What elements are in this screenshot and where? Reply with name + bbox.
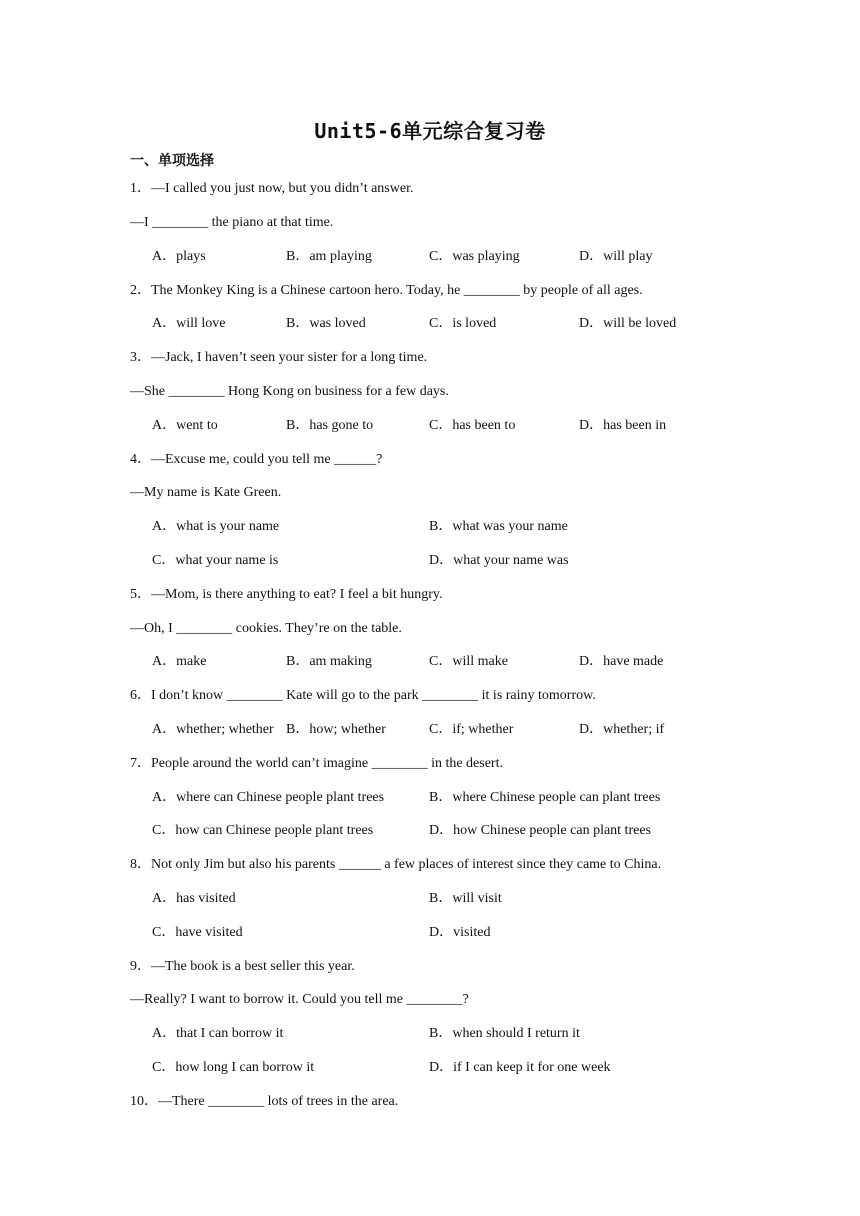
question-4-line-1: 4．—Excuse me, could you tell me ______? xyxy=(130,452,383,467)
question-4-option[interactable]: A．what is your name xyxy=(152,519,280,534)
question-3-option[interactable]: B．has gone to xyxy=(286,418,374,433)
question-3-line-2: —She ________ Hong Kong on business for a few days. xyxy=(130,384,449,399)
question-5-option[interactable]: D．have made xyxy=(579,654,664,669)
question-9-line-1: 9．—The book is a best seller this year. xyxy=(130,959,355,974)
question-3-line-1: 3．—Jack, I haven’t seen your sister for a long time. xyxy=(130,350,428,365)
question-2-option[interactable]: D．will be loved xyxy=(579,316,677,331)
question-8-options xyxy=(152,924,752,942)
question-1-option[interactable]: D．will play xyxy=(579,249,653,264)
question-6-option[interactable]: D．whether; if xyxy=(579,722,665,737)
question-9-option[interactable]: C．how long I can borrow it xyxy=(152,1060,315,1075)
question-2-option[interactable]: A．will love xyxy=(152,316,226,331)
question-8-option[interactable]: D．visited xyxy=(429,925,491,940)
question-5-option[interactable]: B．am making xyxy=(286,654,372,669)
question-7-option[interactable]: B．where Chinese people can plant trees xyxy=(429,790,661,805)
question-9-options xyxy=(152,1025,752,1043)
question-6-options xyxy=(152,721,752,739)
question-5-line-1: 5．—Mom, is there anything to eat? I feel a bit hungry. xyxy=(130,587,443,602)
question-6-line-1: 6．I don’t know ________ Kate will go to the park ________ it is rainy tomorrow. xyxy=(130,688,596,703)
question-4-line-2: —My name is Kate Green. xyxy=(130,485,282,500)
question-8-line-1: 8．Not only Jim but also his parents ______ a few places of interest since they came to China. xyxy=(130,857,662,872)
question-4-option[interactable]: D．what your name was xyxy=(429,553,569,568)
question-7-option[interactable]: A．where can Chinese people plant trees xyxy=(152,790,385,805)
question-9-line-2: —Really? I want to borrow it. Could you tell me ________? xyxy=(130,992,469,1007)
question-5-option[interactable]: A．make xyxy=(152,654,207,669)
question-9-option[interactable]: A．that I can borrow it xyxy=(152,1026,284,1041)
question-9-option[interactable]: B．when should I return it xyxy=(429,1026,580,1041)
question-1-option[interactable]: A．plays xyxy=(152,249,206,264)
question-2-option[interactable]: B．was loved xyxy=(286,316,366,331)
question-1-option[interactable]: C．was playing xyxy=(429,249,520,264)
question-6-option[interactable]: A．whether; whether xyxy=(152,722,274,737)
question-8-option[interactable]: A．has visited xyxy=(152,891,236,906)
question-7-line-1: 7．People around the world can’t imagine ________ in the desert. xyxy=(130,756,503,771)
section-heading: 一、单项选择 xyxy=(130,153,214,169)
question-8-options xyxy=(152,890,752,908)
question-2-option[interactable]: C．is loved xyxy=(429,316,497,331)
question-1-line-2: —I ________ the piano at that time. xyxy=(130,215,334,230)
question-4-options xyxy=(152,518,752,536)
question-8-option[interactable]: B．will visit xyxy=(429,891,502,906)
question-7-option[interactable]: C．how can Chinese people plant trees xyxy=(152,823,374,838)
question-3-option[interactable]: D．has been in xyxy=(579,418,667,433)
question-2-line-1: 2．The Monkey King is a Chinese cartoon hero. Today, he ________ by people of all ages. xyxy=(130,283,643,298)
question-8-option[interactable]: C．have visited xyxy=(152,925,243,940)
question-1-option[interactable]: B．am playing xyxy=(286,249,372,264)
question-5-options xyxy=(152,653,752,671)
page-title: Unit5-6单元综合复习卷 xyxy=(314,119,546,143)
question-1-line-1: 1．—I called you just now, but you didn’t answer. xyxy=(130,181,414,196)
question-3-option[interactable]: C．has been to xyxy=(429,418,516,433)
question-3-option[interactable]: A．went to xyxy=(152,418,218,433)
question-5-line-2: —Oh, I ________ cookies. They’re on the table. xyxy=(130,621,402,636)
question-1-options xyxy=(152,248,752,266)
question-2-options xyxy=(152,315,752,333)
question-9-option[interactable]: D．if I can keep it for one week xyxy=(429,1060,611,1075)
question-10-line-1: 10．—There ________ lots of trees in the area. xyxy=(130,1094,399,1109)
question-7-option[interactable]: D．how Chinese people can plant trees xyxy=(429,823,651,838)
question-4-option[interactable]: B．what was your name xyxy=(429,519,568,534)
question-4-options xyxy=(152,552,752,570)
question-5-option[interactable]: C．will make xyxy=(429,654,508,669)
question-6-option[interactable]: C．if; whether xyxy=(429,722,514,737)
question-9-options xyxy=(152,1059,752,1077)
question-6-option[interactable]: B．how; whether xyxy=(286,722,386,737)
question-3-options xyxy=(152,417,752,435)
question-7-options xyxy=(152,822,752,840)
question-7-options xyxy=(152,789,752,807)
question-4-option[interactable]: C．what your name is xyxy=(152,553,279,568)
